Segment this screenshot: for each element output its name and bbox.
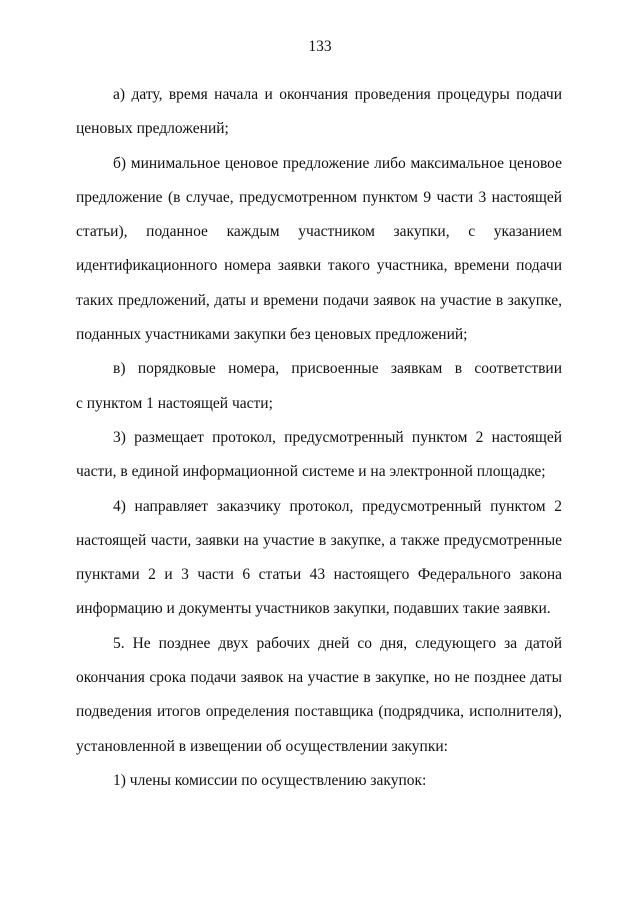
page-number: 133 xyxy=(308,38,332,55)
text-line: пунктами 2 и 3 части 6 статьи 43 настоящего Федерального закона xyxy=(76,566,562,584)
text-line: части, в единой информационной системе и на электронной площадке; xyxy=(76,463,546,481)
paragraph xyxy=(76,147,562,353)
paragraph xyxy=(76,78,562,147)
paragraph xyxy=(76,764,562,798)
text-line: идентификационного номера заявки такого участника, времени подачи xyxy=(76,257,562,275)
text-line: поданных участниками закупки без ценовых предложений; xyxy=(76,326,468,344)
text-line: 5. Не позднее двух рабочих дней со дня, следующего за датой xyxy=(113,634,562,652)
text-line: информацию и документы участников закупки, подавших такие заявки. xyxy=(76,600,551,618)
text-line: статьи), поданное каждым участником закупки, с указанием xyxy=(76,223,562,241)
document-body xyxy=(76,78,562,798)
paragraph xyxy=(76,627,562,764)
text-line: окончания срока подачи заявок на участие в закупке, но не позднее даты xyxy=(76,669,562,687)
paragraph xyxy=(76,490,562,627)
text-line: установленной в извещении об осуществлении закупки: xyxy=(76,737,448,755)
paragraph xyxy=(76,421,562,490)
text-line: 3) размещает протокол, предусмотренный пунктом 2 настоящей xyxy=(113,428,562,446)
text-line: с пунктом 1 настоящей части; xyxy=(76,394,273,412)
text-line: таких предложений, даты и времени подачи заявок на участие в закупке, xyxy=(76,291,562,309)
text-line: ценовых предложений; xyxy=(76,120,229,138)
text-line: б) минимальное ценовое предложение либо максимальное ценовое xyxy=(113,154,562,172)
paragraph xyxy=(76,352,562,421)
text-line: 1) члены комиссии по осуществлению закупок: xyxy=(113,771,427,789)
text-line: настоящей части, заявки на участие в закупке, а также предусмотренные xyxy=(76,531,562,549)
text-line: в) порядковые номера, присвоенные заявкам в соответствии xyxy=(113,360,562,378)
text-line: предложение (в случае, предусмотренном пунктом 9 части 3 настоящей xyxy=(76,188,562,206)
text-line: 4) направляет заказчику протокол, предусмотренный пунктом 2 xyxy=(113,497,562,515)
text-line: подведения итогов определения поставщика (подрядчика, исполнителя), xyxy=(76,703,562,721)
text-line: а) дату, время начала и окончания проведения процедуры подачи xyxy=(113,86,562,103)
